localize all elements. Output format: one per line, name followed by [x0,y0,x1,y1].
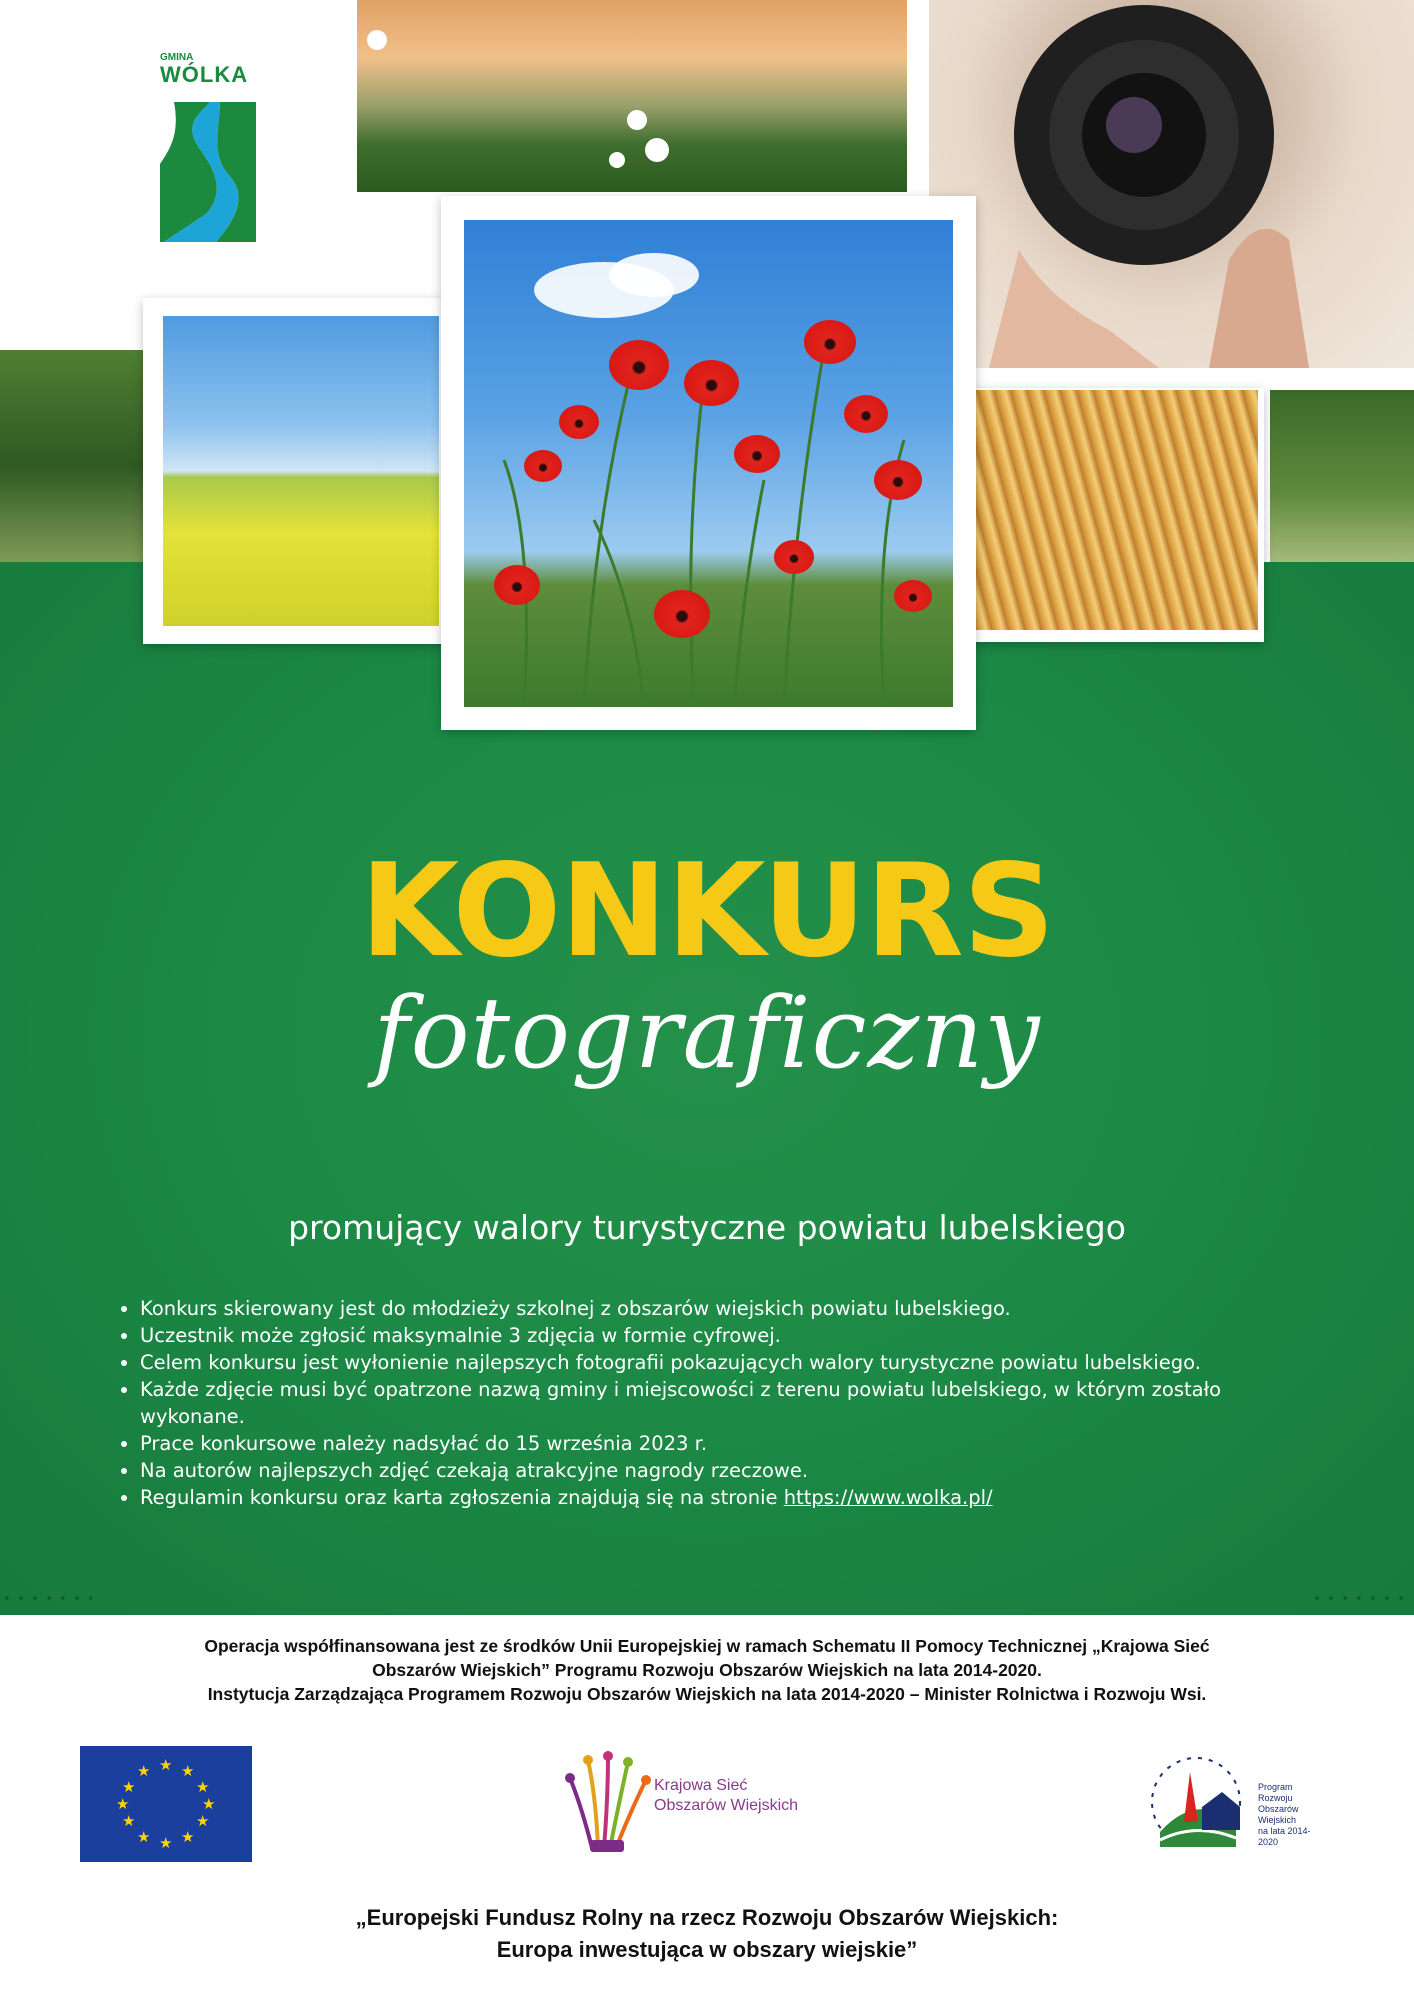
rule-item: • Konkurs skierowany jest do młodzieży szkolnej z obszarów wiejskich powiatu lubelskiego. [140,1295,1280,1322]
slogan-line-1: „Europejski Fundusz Rolny na rzecz Rozwoju Obszarów Wiejskich: [355,1905,1059,1930]
ksow-logo [562,1748,862,1858]
rapeseed-field-photo [163,316,439,626]
dotted-divider-right [1310,1596,1410,1600]
rule-item: • Każde zdjęcie musi być opatrzone nazwą gminy i miejscowości z terenu powiatu lubelskiego, w którym zostało wykonane. [140,1376,1280,1430]
contest-rules-list [110,1295,1280,1511]
prow-text [1258,1782,1330,1848]
gmina-wolka-logo [146,52,266,252]
right-grass-strip [1270,390,1414,562]
logo-small-text: GMINA [160,52,194,63]
prow-line-2: Rozwoju [1258,1793,1293,1803]
contest-script-title: fotograficzny [373,977,1041,1091]
rule-item: • Na autorów najlepszych zdjęć czekają atrakcyjne nagrody rzeczowe. [140,1457,1280,1484]
funding-line-2: Obszarów Wiejskich” Programu Rozwoju Obszarów Wiejskich na lata 2014-2020. [372,1660,1042,1680]
prow-emblem-icon [1140,1752,1252,1862]
funding-line-3: Instytucja Zarządzająca Programem Rozwoju Obszarów Wiejskich na lata 2014-2020 – Minister Rolnictwa i Rozwoju Wsi. [207,1684,1207,1704]
logo-name: WÓLKA [160,62,249,87]
eafrd-slogan [0,1902,1414,1966]
wheat-photo-frame [952,388,1264,642]
dotted-divider-left [0,1596,92,1600]
river-logo-icon [160,94,256,242]
photographer-camera-photo [929,0,1414,368]
slogan-line-2: Europa inwestująca w obszary wiejskie” [496,1937,918,1962]
ksow-line-2: Obszarów Wiejskich [654,1797,799,1814]
eu-flag-icon: ★ ★ ★ ★ ★ ★ ★ ★ ★ ★ ★ ★ [80,1746,252,1862]
rule-item: • Uczestnik może zgłosić maksymalnie 3 zdjęcia w formie cyfrowej. [140,1322,1280,1349]
left-grass-strip [0,350,160,562]
prow-line-5: na lata 2014-2020 [1258,1826,1311,1847]
ksow-tree-icon [562,1748,654,1858]
ksow-line-1: Krajowa Sieć [654,1777,748,1794]
rule-item: • Prace konkursowe należy nadsyłać do 15 września 2023 r. [140,1430,1280,1457]
prow-line-1: Program [1258,1782,1293,1792]
prow-logo [1140,1752,1330,1862]
poppy-field-photo [464,220,953,707]
contest-title: KONKURS [360,837,1054,986]
rule-text: Regulamin konkursu oraz karta zgłoszenia znajdują się na stronie [140,1486,784,1509]
ksow-text [654,1776,798,1816]
rule-item: • Celem konkursu jest wyłonienie najlepszych fotografii pokazujących walory turystyczne powiatu lubelskiego. [140,1349,1280,1376]
rapeseed-photo-frame [143,298,459,644]
prow-line-4: Wiejskich [1258,1815,1297,1825]
wheat-field-photo [976,390,1258,630]
funding-line-1: Operacja współfinansowana jest ze środków Unii Europejskiej w ramach Schematu II Pomocy Technicznej „Krajowa Sieć [204,1636,1210,1656]
prow-line-3: Obszarów [1258,1804,1299,1814]
sunset-meadow-photo [357,0,907,192]
rule-item-with-link [140,1484,1280,1511]
website-link[interactable]: https://www.wolka.pl/ [783,1486,993,1509]
poppy-photo-frame [441,196,976,730]
funding-note [40,1634,1374,1706]
contest-subtitle: promujący walory turystyczne powiatu lubelskiego [288,1208,1126,1247]
